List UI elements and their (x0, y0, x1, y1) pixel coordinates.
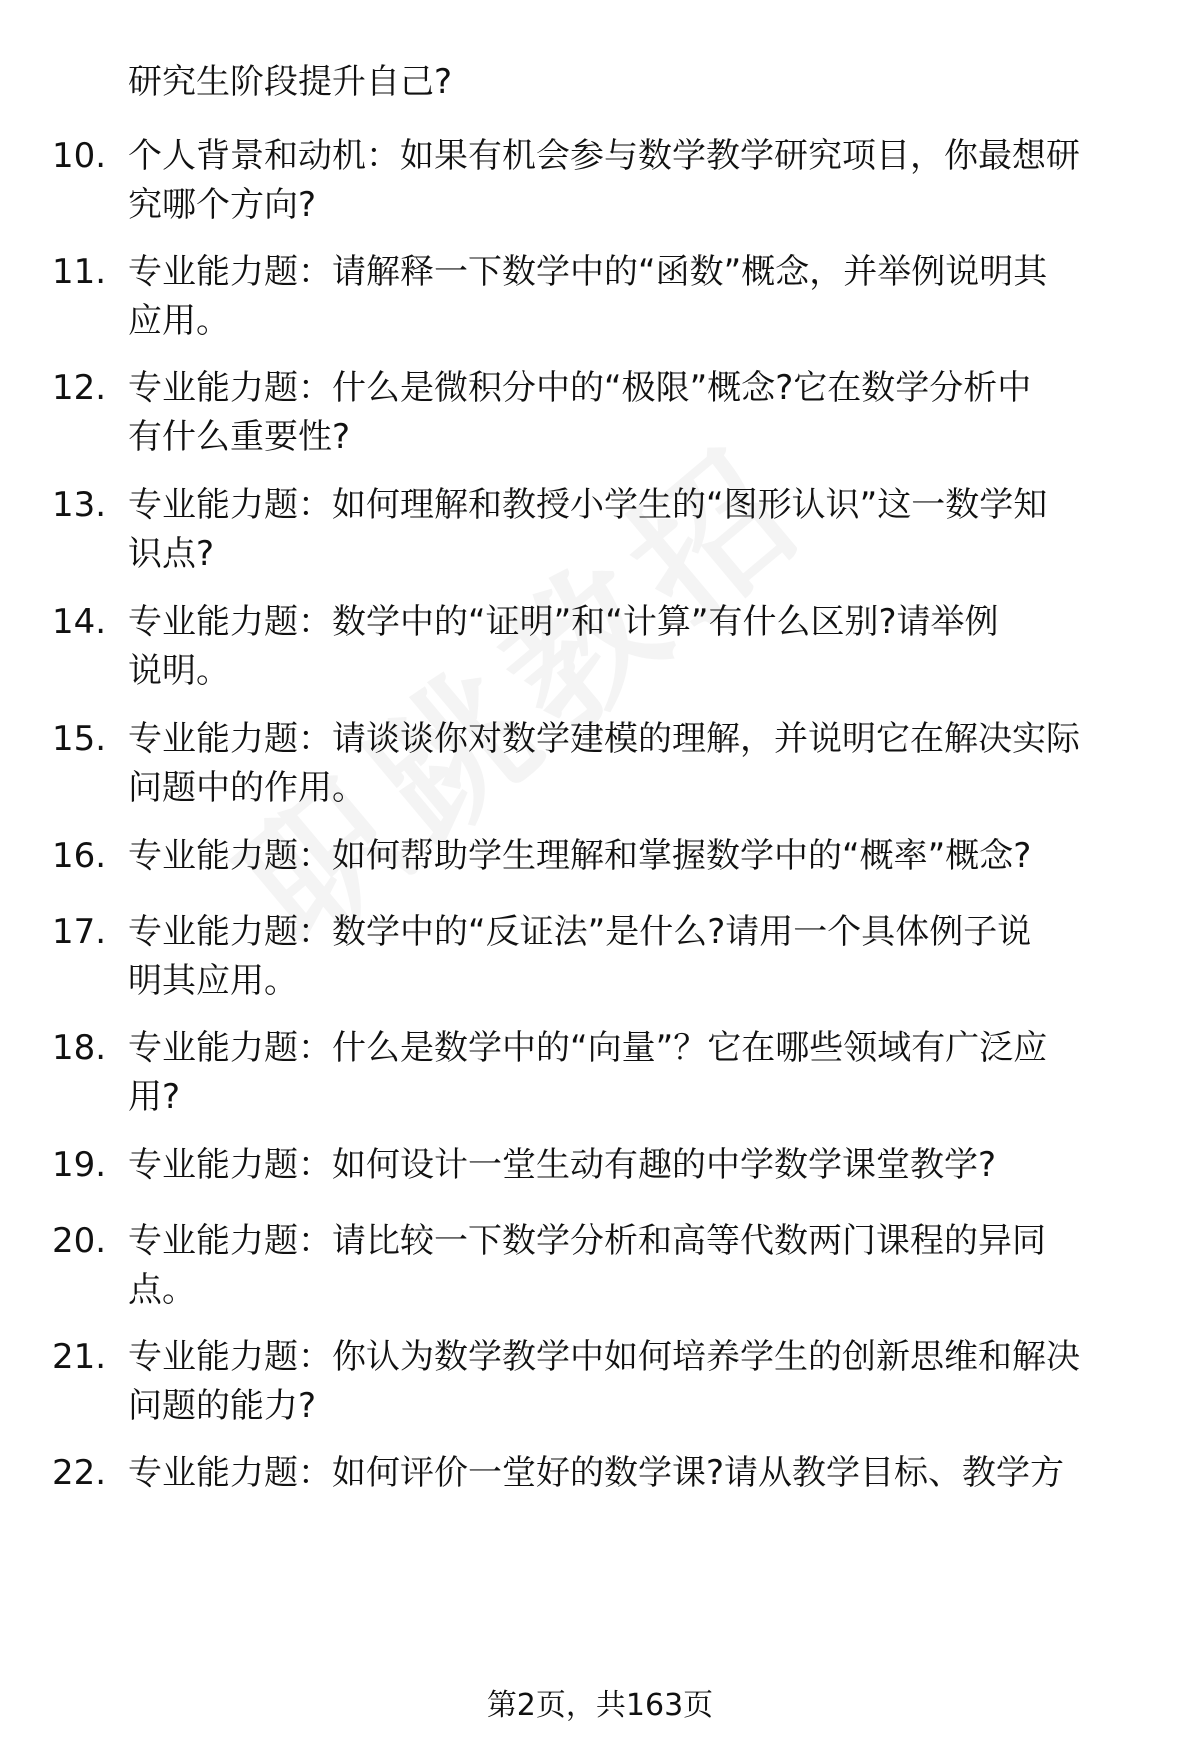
item-text-line-1: 专业能力题：请谈谈你对数学建模的理解，并说明它在解决实际 (128, 719, 1080, 759)
item-text-line-2: 有什么重要性? (128, 417, 351, 457)
item-text-line-1: 专业能力题：什么是微积分中的“极限”概念?它在数学分析中 (128, 368, 1032, 408)
item-number: 18. (52, 1028, 107, 1068)
item-text-line-2: 究哪个方向? (128, 185, 317, 225)
item-text-line-1: 专业能力题：什么是数学中的“向量”？它在哪些领域有广泛应 (128, 1028, 1048, 1068)
item-text-line-1: 专业能力题：你认为数学教学中如何培养学生的创新思维和解决 (128, 1337, 1080, 1377)
item-number: 22. (52, 1453, 107, 1493)
item-text-line-1: 专业能力题：请比较一下数学分析和高等代数两门课程的异同 (128, 1221, 1046, 1261)
item-text-line-1: 专业能力题：数学中的“反证法”是什么?请用一个具体例子说 (128, 912, 1032, 952)
item-text-line-2: 用? (128, 1077, 181, 1117)
item-text-line-1: 专业能力题：如何评价一堂好的数学课?请从教学目标、教学方 (128, 1453, 1065, 1493)
item-number: 21. (52, 1337, 107, 1377)
item-text-line-1: 专业能力题：如何理解和教授小学生的“图形认识”这一数学知 (128, 485, 1048, 525)
item-number: 12. (52, 368, 107, 408)
item-text-line-2: 点。 (128, 1270, 196, 1310)
item-number: 13. (52, 485, 107, 525)
item-number: 20. (52, 1221, 107, 1261)
item-text-line-2: 说明。 (128, 651, 230, 691)
item-number: 19. (52, 1145, 107, 1185)
item-text-line-2: 明其应用。 (128, 961, 298, 1001)
item-text-line-1: 专业能力题：如何设计一堂生动有趣的中学数学课堂教学? (128, 1145, 997, 1185)
item-text-line-1: 专业能力题：如何帮助学生理解和掌握数学中的“概率”概念? (128, 836, 1032, 876)
item-number: 11. (52, 252, 107, 292)
item-text-line-2: 问题的能力? (128, 1386, 317, 1426)
item-number: 14. (52, 602, 107, 642)
item-number: 17. (52, 912, 107, 952)
page-footer: 第2页，共163页 (486, 1688, 714, 1723)
item-text-line-1: 专业能力题：数学中的“证明”和“计算”有什么区别?请举例 (128, 602, 999, 642)
item-text-line-1: 个人背景和动机：如果有机会参与数学教学研究项目，你最想研 (128, 136, 1080, 176)
item-text-line-2: 问题中的作用。 (128, 768, 366, 808)
item-number: 10. (52, 136, 107, 176)
continuation-text: 研究生阶段提升自己? (128, 62, 453, 102)
item-number: 15. (52, 719, 107, 759)
item-text-line-2: 应用。 (128, 301, 230, 341)
item-text-line-1: 专业能力题：请解释一下数学中的“函数”概念，并举例说明其 (128, 252, 1048, 292)
item-number: 16. (52, 836, 107, 876)
item-text-line-2: 识点? (128, 534, 215, 574)
